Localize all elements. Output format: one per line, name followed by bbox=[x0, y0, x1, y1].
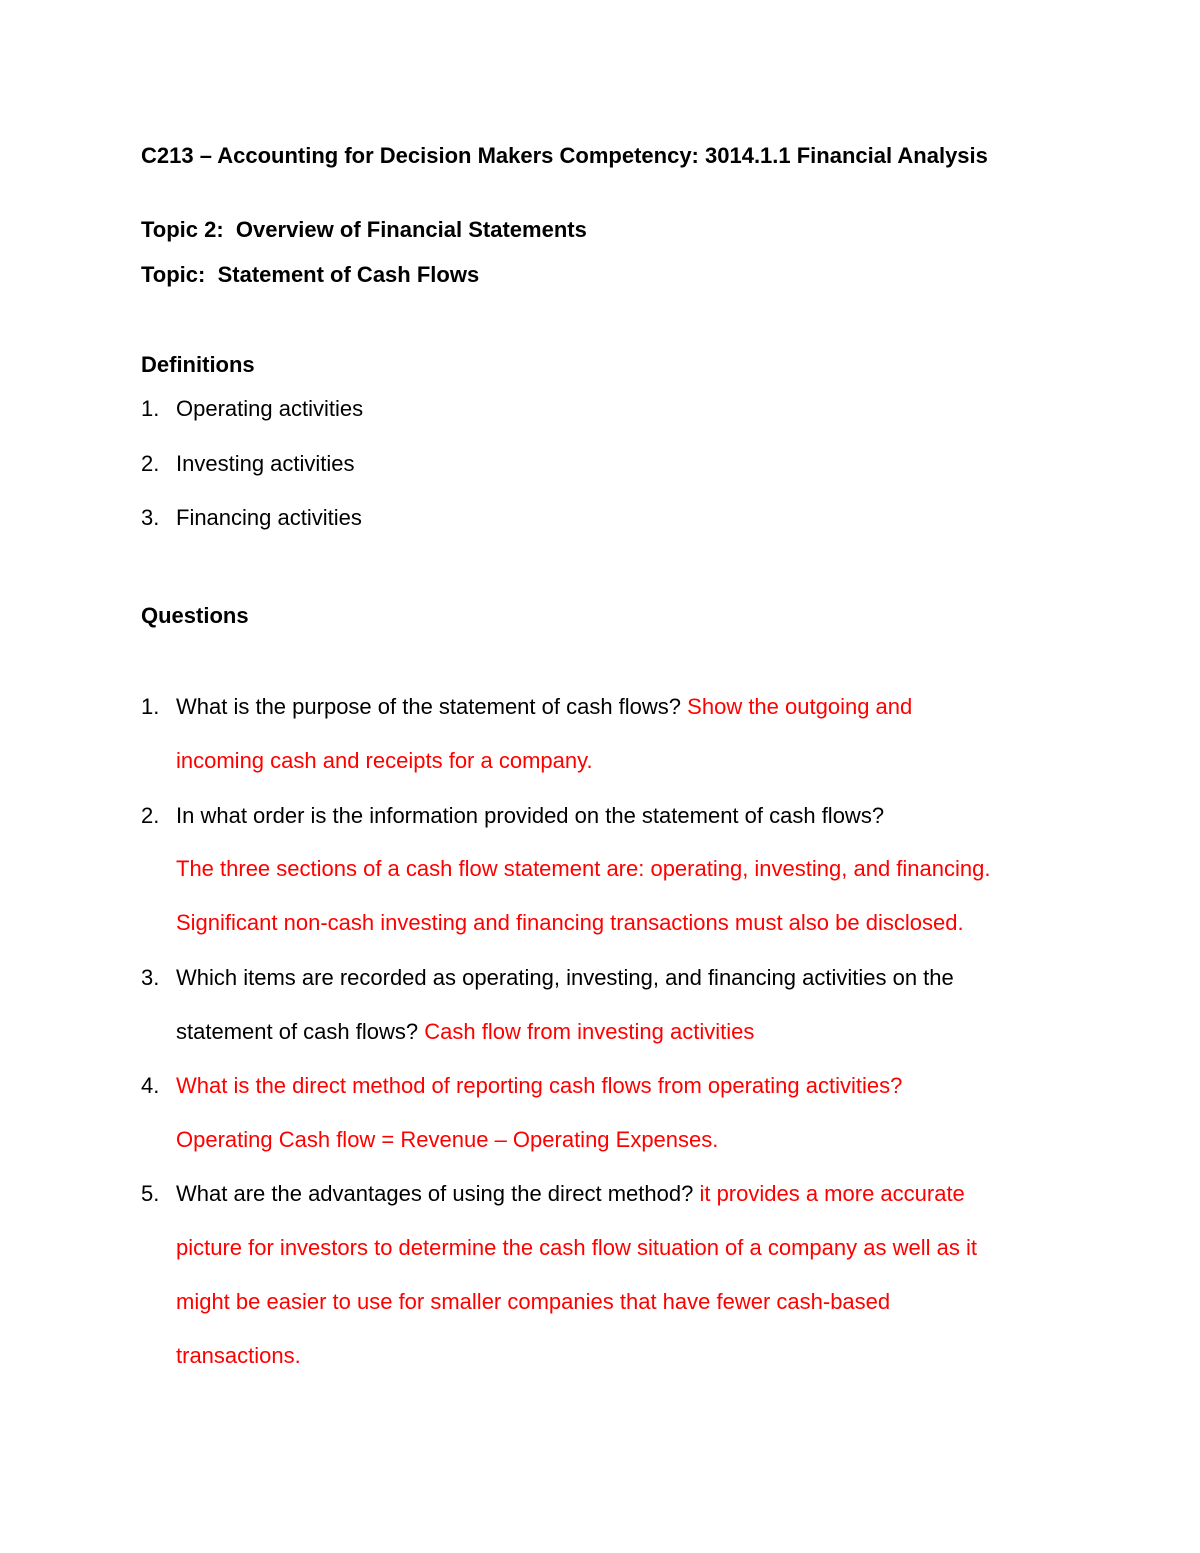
list-number: 3. bbox=[141, 505, 160, 530]
question-2-answer-line-3: Significant non-cash investing and financing transactions must also be disclosed. bbox=[176, 910, 964, 935]
question-text: statement of cash flows? bbox=[176, 1019, 419, 1044]
answer-text: What is the direct method of reporting cash flows from operating activities? bbox=[176, 1073, 903, 1098]
question-3-line-1 bbox=[141, 963, 1081, 992]
question-text: In what order is the information provided on the statement of cash flows? bbox=[176, 803, 885, 828]
question-1-line-1 bbox=[141, 692, 1081, 721]
question-4-line-1 bbox=[141, 1071, 1081, 1100]
question-4-answer-line-2: Operating Cash flow = Revenue – Operating Expenses. bbox=[176, 1127, 719, 1152]
topic-2-heading: Topic 2: Overview of Financial Statements bbox=[141, 217, 587, 242]
definition-text: Investing activities bbox=[176, 451, 355, 476]
questions-heading: Questions bbox=[141, 603, 249, 628]
question-5-answer-line-4: transactions. bbox=[176, 1343, 301, 1368]
question-5-answer-line-3: might be easier to use for smaller companies that have fewer cash-based bbox=[176, 1289, 891, 1314]
definition-text: Financing activities bbox=[176, 505, 362, 530]
answer-text: Show the outgoing and bbox=[687, 694, 913, 719]
question-2-answer-line-2: The three sections of a cash flow statement are: operating, investing, and financing. bbox=[176, 856, 991, 881]
list-number: 3. bbox=[141, 965, 160, 990]
list-number: 1. bbox=[141, 694, 160, 719]
definition-item bbox=[141, 449, 1081, 478]
list-number: 1. bbox=[141, 396, 160, 421]
list-number: 5. bbox=[141, 1181, 160, 1206]
document-title: C213 – Accounting for Decision Makers Competency: 3014.1.1 Financial Analysis bbox=[141, 143, 988, 168]
list-number: 2. bbox=[141, 803, 160, 828]
topic-heading: Topic: Statement of Cash Flows bbox=[141, 262, 480, 287]
answer-text: it provides a more accurate bbox=[699, 1181, 965, 1206]
definition-item bbox=[141, 394, 1081, 423]
definition-item bbox=[141, 503, 1081, 532]
definition-text: Operating activities bbox=[176, 396, 364, 421]
list-number: 2. bbox=[141, 451, 160, 476]
question-5-line-1 bbox=[141, 1179, 1081, 1208]
question-text: What is the purpose of the statement of cash flows? bbox=[176, 694, 682, 719]
answer-text: Cash flow from investing activities bbox=[424, 1019, 755, 1044]
question-1-answer-line-2: incoming cash and receipts for a company. bbox=[176, 748, 593, 773]
list-number: 4. bbox=[141, 1073, 160, 1098]
definitions-heading: Definitions bbox=[141, 352, 255, 377]
question-2-line-1 bbox=[141, 801, 1081, 830]
question-5-answer-line-2: picture for investors to determine the cash flow situation of a company as well as it bbox=[176, 1235, 977, 1260]
question-3-line-2 bbox=[176, 1017, 1081, 1046]
question-text: Which items are recorded as operating, investing, and financing activities on the bbox=[176, 965, 954, 990]
question-text: What are the advantages of using the direct method? bbox=[176, 1181, 694, 1206]
